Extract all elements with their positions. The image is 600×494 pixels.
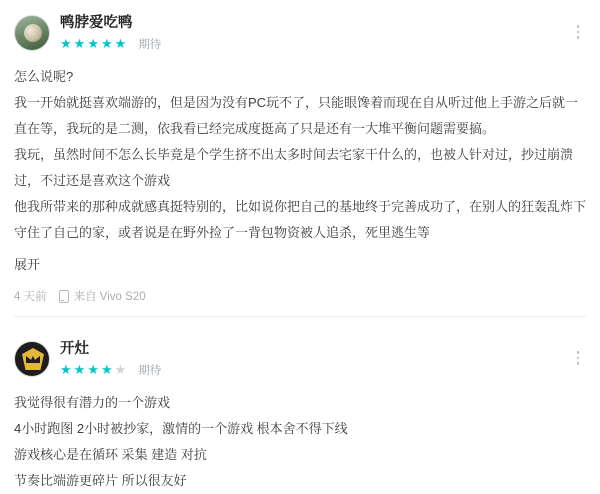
star-icon: ★ (100, 362, 115, 377)
star-icon: ★ (87, 36, 101, 51)
review-timestamp: 4 天前 (14, 291, 47, 303)
review-body-1 (14, 64, 586, 246)
review-rating-label-2: 期待 (138, 365, 162, 377)
star-icon: ★ (73, 36, 88, 51)
phone-icon (59, 290, 69, 303)
dot (577, 31, 580, 34)
review-user-block-1 (60, 14, 161, 52)
more-vertical-icon[interactable] (570, 348, 586, 368)
review-paragraph: 我一开始就挺喜欢端游的，但是因为没有PC玩不了，只能眼馋着而现在自从听过他上手游之后就一直在等，我玩的是二测，依我看已经完成度挺高了只是还有一大堆平衡问题需要搞。 (14, 95, 579, 136)
review-header-1 (14, 10, 586, 56)
more-vertical-icon[interactable] (570, 22, 586, 42)
review-paragraph: 4小时跑图 2小时被抄家，激情的一个游戏 根本舍不得下线 (14, 421, 348, 436)
star-icon: ★ (73, 362, 88, 377)
star-icon: ★ (114, 36, 129, 51)
dot (577, 25, 580, 28)
review-header-2 (14, 336, 586, 382)
review-paragraph: 怎么说呢? (14, 69, 74, 84)
dot (577, 357, 580, 360)
expand-button[interactable]: 展开 (14, 257, 41, 272)
star-icon: ★ (100, 36, 115, 51)
review-rating-2 (60, 362, 161, 378)
review-rating-label-1: 期待 (138, 39, 162, 51)
star-rating-icon (60, 363, 128, 377)
avatar-mask-illustration-icon[interactable] (14, 341, 50, 377)
review-device: 来自 Vivo S20 (73, 291, 146, 303)
star-icon: ★ (87, 362, 101, 377)
review-paragraph: 他我所带来的那种成就感真挺特别的，比如说你把自己的基地终于完善成功了，在别人的狂轰乱炸下守住了自己的家，或者说是在野外捡了一背包物资被人追杀，死里逃生等 (14, 199, 587, 240)
star-icon-empty: ★ (114, 362, 129, 377)
star-rating-icon (60, 37, 128, 51)
review-paragraph: 我觉得很有潜力的一个游戏 (14, 395, 171, 410)
review-card-2 (0, 326, 600, 494)
dot (577, 362, 580, 365)
review-body-2 (14, 390, 586, 494)
star-icon: ★ (60, 362, 74, 377)
divider (14, 316, 586, 317)
dot (577, 351, 580, 354)
star-icon: ★ (60, 36, 74, 51)
dot (577, 36, 580, 39)
review-paragraph: 我玩，虽然时间不怎么长毕竟是个学生挤不出太多时间去宅家干什么的，也被人针对过，抄过崩溃过，不过还是喜欢这个游戏 (14, 147, 574, 188)
review-paragraph: 游戏核心是在循环 采集 建造 对抗 (14, 447, 207, 462)
section-gap (0, 317, 600, 326)
review-meta-1 (14, 288, 586, 304)
review-user-block-2 (60, 340, 161, 378)
review-paragraph: 节奏比端游更碎片 所以很友好 (14, 473, 187, 488)
review-username-1[interactable]: 鸭脖爱吃鸭 (60, 15, 133, 31)
avatar-photo-person-icon[interactable] (14, 15, 50, 51)
review-username-2[interactable]: 开灶 (60, 341, 89, 357)
review-rating-1 (60, 36, 161, 52)
